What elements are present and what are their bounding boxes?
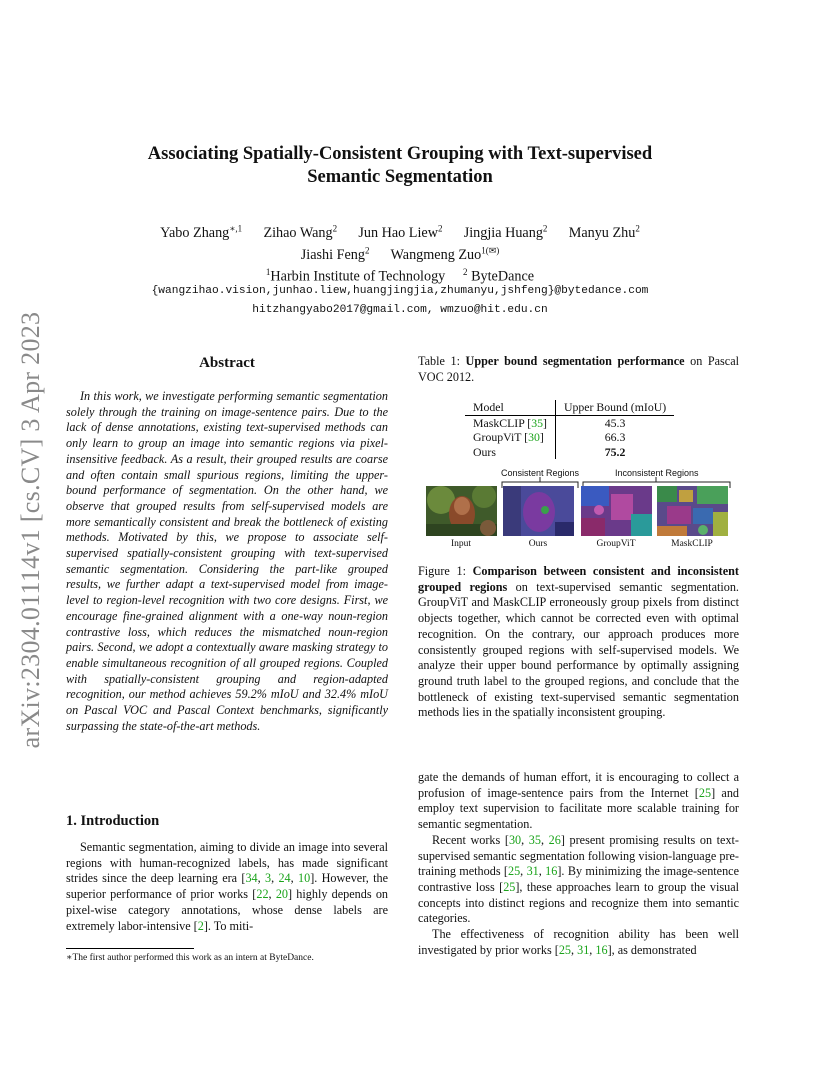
abstract-heading: Abstract [199, 355, 255, 371]
abstract-text: In this work, we investigate performing semantic segmentation solely through the training on image-sentence pairs. Due to the lack of dense annotations, existing text-supervised methods can only learn to group an image into semantic regions via pixel-insensitive feedback. As a result, their grouped results are coarse and often contain small spurious regions, limiting the upper-bound performance of segmentation. On the other hand, we observe that grouped results from self-supervised models are more semantically consistent and break the bottleneck of existing methods. Motivated by this, we propose to associate self-supervised spatially-consistent grouping with text-supervised semantic segmentation. Considering the part-like grouped results, we further adapt a text-supervised model from image-level to region-level recognition with two core designs. First, we encourage fine-grained alignment with a one-way noun-region contrastive loss, which reduces the mismatched noun-region pairs. Second, we adopt a contextually aware masking strategy to enable simultaneous recognition of all grouped regions. Coupled with spatially-consistent grouping and region-adapted recognition, our method achieves 59.2% mIoU and 32.4% mIoU on Pascal VOC and Pascal Context benchmarks, significantly surpassing the state-of-the-art methods. [66, 389, 388, 733]
citation-link[interactable]: 2 [197, 918, 204, 933]
author: Yabo Zhang$^{∗,1}$ [160, 223, 243, 241]
citation-link[interactable]: 34 [245, 871, 258, 886]
author: Wangmeng Zuo$^{1(✉)}$ [390, 245, 500, 263]
author: Jingjia Huang$^2$ [463, 223, 548, 241]
citation-link[interactable]: 25 [503, 879, 516, 894]
author: Manyu Zhu$^2$ [568, 223, 640, 241]
citation-link[interactable]: 31 [526, 864, 539, 879]
citation-link[interactable]: 3 [265, 871, 272, 886]
citation-link[interactable]: 30 [528, 430, 540, 444]
input-image [426, 486, 497, 536]
citation-link[interactable]: 25 [698, 785, 712, 800]
thumb-caption-input: Input [450, 539, 472, 549]
table-header: Upper Bound (mIoU) [555, 400, 674, 415]
thumb-caption-maskclip: MaskCLIP [671, 539, 713, 549]
thumb-caption-ours: Ours [528, 539, 548, 549]
author: Zihao Wang$^2$ [263, 223, 338, 241]
table-row: MaskCLIP [35] 45.3 [465, 415, 674, 430]
citation-link[interactable]: 24 [278, 871, 291, 886]
figure-caption: Figure 1: Comparison between consistent and inconsistent grouped regions on text-supervised semantic segmentation. GroupViT and MaskCLIP erroneously group pixels from distinct objects together, which cannot be corrected even with optimal recognition. On the contrary, our approach produces more consistently grouped regions with self-supervised models. We analyze their upper bound performance by optimally assigning ground truth label to the grouped regions, and conclude that the bottleneck of existing text-supervised semantic segmentation methods lies in the spatially inconsistent grouping. [418, 564, 739, 720]
citation-link[interactable]: 35 [531, 415, 544, 430]
table-caption: Table 1: Upper bound segmentation performance on Pascal VOC 2012. [418, 354, 740, 384]
footnote: ∗The first author performed this work as an intern at ByteDance. [66, 953, 314, 963]
upper-bound-table [465, 400, 674, 459]
citation-link[interactable]: 25 [558, 942, 571, 957]
table-row: Ours 75.2 [465, 445, 674, 460]
citation-link[interactable]: 31 [577, 942, 590, 957]
paragraph: Recent works [30, 35, 26] present promising results on text-supervised semantic segmentation following vision-language pre-training methods [25, 31, 16]. By minimizing the image-sentence contrastive loss [25], these approaches learn to group the visual concepts into distinct regions and recognize them into semantic categories. [418, 832, 740, 926]
intro-heading: 1. Introduction [66, 813, 160, 829]
email-line-1: {wangzihao.vision,junhao.liew,huangjingjia,zhumanyu,jshfeng}@bytedance.com [151, 285, 649, 297]
email-line-2: hitzhangyabo2017@gmail.com, wmzuo@hit.edu.cn [252, 304, 548, 316]
paragraph: The effectiveness of recognition ability has been well investigated by prior works [25, 31, 16], as demonstrated [418, 927, 739, 957]
citation-link[interactable]: 10 [298, 871, 311, 886]
label-consistent-regions: Consistent Regions [501, 468, 580, 478]
arxiv-stamp: arXiv:2304.01114v1 [cs.CV] 3 Apr 2023 [16, 311, 45, 749]
paragraph: gate the demands of human effort, it is encouraging to collect a profusion of image-sentence pairs from the Internet [25] and employ text supervision to facilitate more scalable training for semantic segmentation. [418, 770, 740, 832]
label-inconsistent-regions: Inconsistent Regions [615, 468, 699, 478]
thumb-caption-groupvit: GroupViT [596, 539, 636, 549]
intro-paragraph-1: Semantic segmentation, aiming to divide an image into several regions with human-recognized labels, has made significant strides since the deep learning era [34, 3, 24, 10]. However, the superior performance of prior works [22, 20] highly depends on pixel-wise category annotations, whose dense labels are extremely labor-intensive [2]. To miti- [66, 840, 389, 933]
citation-link[interactable]: 30 [508, 832, 522, 847]
citation-link[interactable]: 20 [275, 887, 288, 902]
paper-title: Associating Spatially-Consistent Grouping with Text-supervised Semantic Segmentation [147, 144, 653, 187]
citation-link[interactable]: 35 [528, 832, 541, 847]
footnote-rule [66, 948, 194, 949]
citation-link[interactable]: 22 [256, 887, 269, 902]
affiliations: $^1$Harbin Institute of Technology $^2$ ByteDance [265, 267, 535, 285]
citation-link[interactable]: 16 [545, 864, 558, 879]
ours-segmentation [503, 486, 574, 536]
right-column-text [418, 770, 739, 958]
author: Jiashi Feng$^2$ [300, 245, 370, 263]
citation-link[interactable]: 25 [507, 864, 521, 879]
maskclip-segmentation [657, 486, 728, 536]
table-header: Model [465, 400, 555, 415]
citation-link[interactable]: 26 [548, 832, 561, 847]
citation-link[interactable]: 16 [595, 942, 608, 957]
author: Jun Hao Liew$^2$ [358, 223, 443, 241]
groupvit-segmentation [581, 486, 652, 536]
table-row: GroupViT [30] 66.3 [465, 430, 674, 445]
